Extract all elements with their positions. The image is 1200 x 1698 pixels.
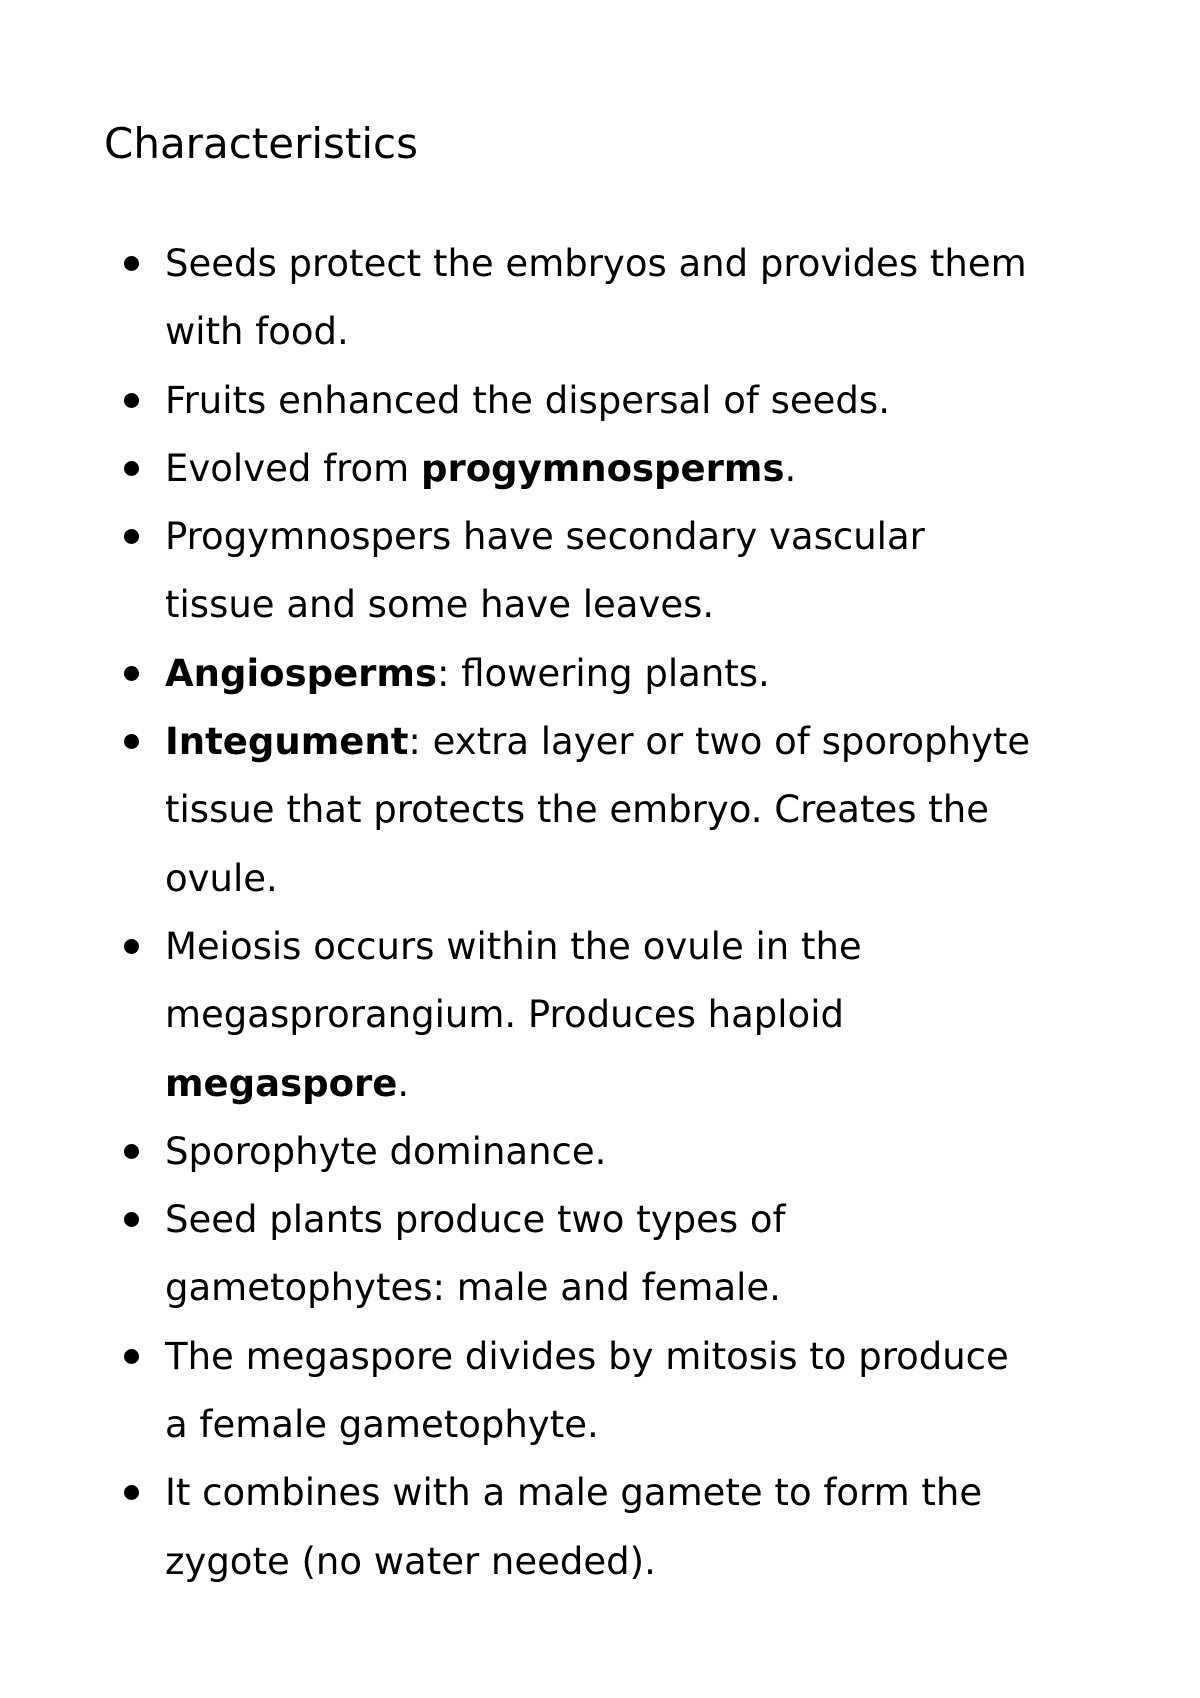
bullet-icon bbox=[124, 939, 139, 954]
list-item-line bbox=[165, 435, 1140, 503]
list-item-line bbox=[165, 367, 1140, 435]
list-item-line bbox=[165, 503, 1140, 571]
text-segment: gametophytes: male and female. bbox=[165, 1266, 781, 1310]
bullet-icon bbox=[124, 1485, 139, 1500]
list-item-line bbox=[165, 640, 1140, 708]
list-item bbox=[0, 1323, 1200, 1460]
bullet-icon bbox=[124, 461, 139, 476]
list-item-line bbox=[165, 1050, 1140, 1118]
bold-term: Angiosperms bbox=[165, 651, 437, 695]
list-item-line bbox=[165, 776, 1140, 844]
text-segment: . bbox=[784, 446, 797, 490]
bullet-icon bbox=[124, 666, 139, 681]
bullet-icon bbox=[124, 529, 139, 544]
list-item bbox=[0, 1459, 1200, 1596]
text-segment: . bbox=[397, 1061, 410, 1105]
text-segment: It combines with a male gamete to form the bbox=[165, 1471, 983, 1515]
text-segment: zygote (no water needed). bbox=[165, 1539, 656, 1583]
list-item-line bbox=[165, 230, 1140, 298]
list-item-line bbox=[165, 1254, 1140, 1322]
list-item-line bbox=[165, 1528, 1140, 1596]
list-item bbox=[0, 708, 1200, 913]
list-item-line bbox=[165, 571, 1140, 639]
text-segment: : flowering plants. bbox=[437, 651, 770, 695]
text-segment: Meiosis occurs within the ovule in the bbox=[165, 924, 862, 968]
list-item-line bbox=[165, 1323, 1140, 1391]
section-heading: Characteristics bbox=[104, 119, 419, 168]
text-segment: Evolved from bbox=[165, 446, 421, 490]
bullet-icon bbox=[124, 256, 139, 271]
list-item bbox=[0, 913, 1200, 1118]
text-segment: The megaspore divides by mitosis to produce bbox=[165, 1334, 1009, 1378]
list-item-line bbox=[165, 845, 1140, 913]
text-segment: Fruits enhanced the dispersal of seeds. bbox=[165, 378, 890, 422]
text-segment: Sporophyte dominance. bbox=[165, 1129, 607, 1173]
text-segment: megasprorangium. Produces haploid bbox=[165, 993, 844, 1037]
bold-term: Integument bbox=[165, 720, 409, 764]
text-segment: ovule. bbox=[165, 856, 278, 900]
list-item bbox=[0, 230, 1200, 367]
bold-term: megaspore bbox=[165, 1061, 398, 1105]
characteristics-list bbox=[0, 230, 1200, 1596]
list-item-line bbox=[165, 913, 1140, 981]
list-item bbox=[0, 1118, 1200, 1186]
text-segment: Seeds protect the embryos and provides them bbox=[165, 242, 1027, 285]
list-item bbox=[0, 1186, 1200, 1323]
list-item-line bbox=[165, 1186, 1140, 1254]
text-segment: a female gametophyte. bbox=[165, 1403, 599, 1447]
list-item-line bbox=[165, 708, 1140, 776]
text-segment: tissue and some have leaves. bbox=[165, 583, 715, 627]
bullet-icon bbox=[124, 734, 139, 749]
list-item-line bbox=[165, 298, 1140, 366]
text-segment: Seed plants produce two types of bbox=[165, 1198, 786, 1242]
list-item-line bbox=[165, 981, 1140, 1049]
text-segment: : extra layer or two of sporophyte bbox=[408, 720, 1031, 764]
list-item bbox=[0, 367, 1200, 435]
bullet-icon bbox=[124, 1349, 139, 1364]
bold-term: progymnosperms bbox=[420, 446, 785, 490]
bullet-icon bbox=[124, 1212, 139, 1227]
list-item bbox=[0, 435, 1200, 503]
list-item-line bbox=[165, 1118, 1140, 1186]
list-item bbox=[0, 640, 1200, 708]
bullet-icon bbox=[124, 393, 139, 408]
list-item bbox=[0, 503, 1200, 640]
list-item-line bbox=[165, 1391, 1140, 1459]
list-item-line bbox=[165, 1459, 1140, 1527]
text-segment: tissue that protects the embryo. Creates the bbox=[165, 788, 989, 832]
bullet-icon bbox=[124, 1144, 139, 1159]
text-segment: Progymnospers have secondary vascular bbox=[165, 515, 925, 559]
text-segment: with food. bbox=[165, 310, 349, 354]
